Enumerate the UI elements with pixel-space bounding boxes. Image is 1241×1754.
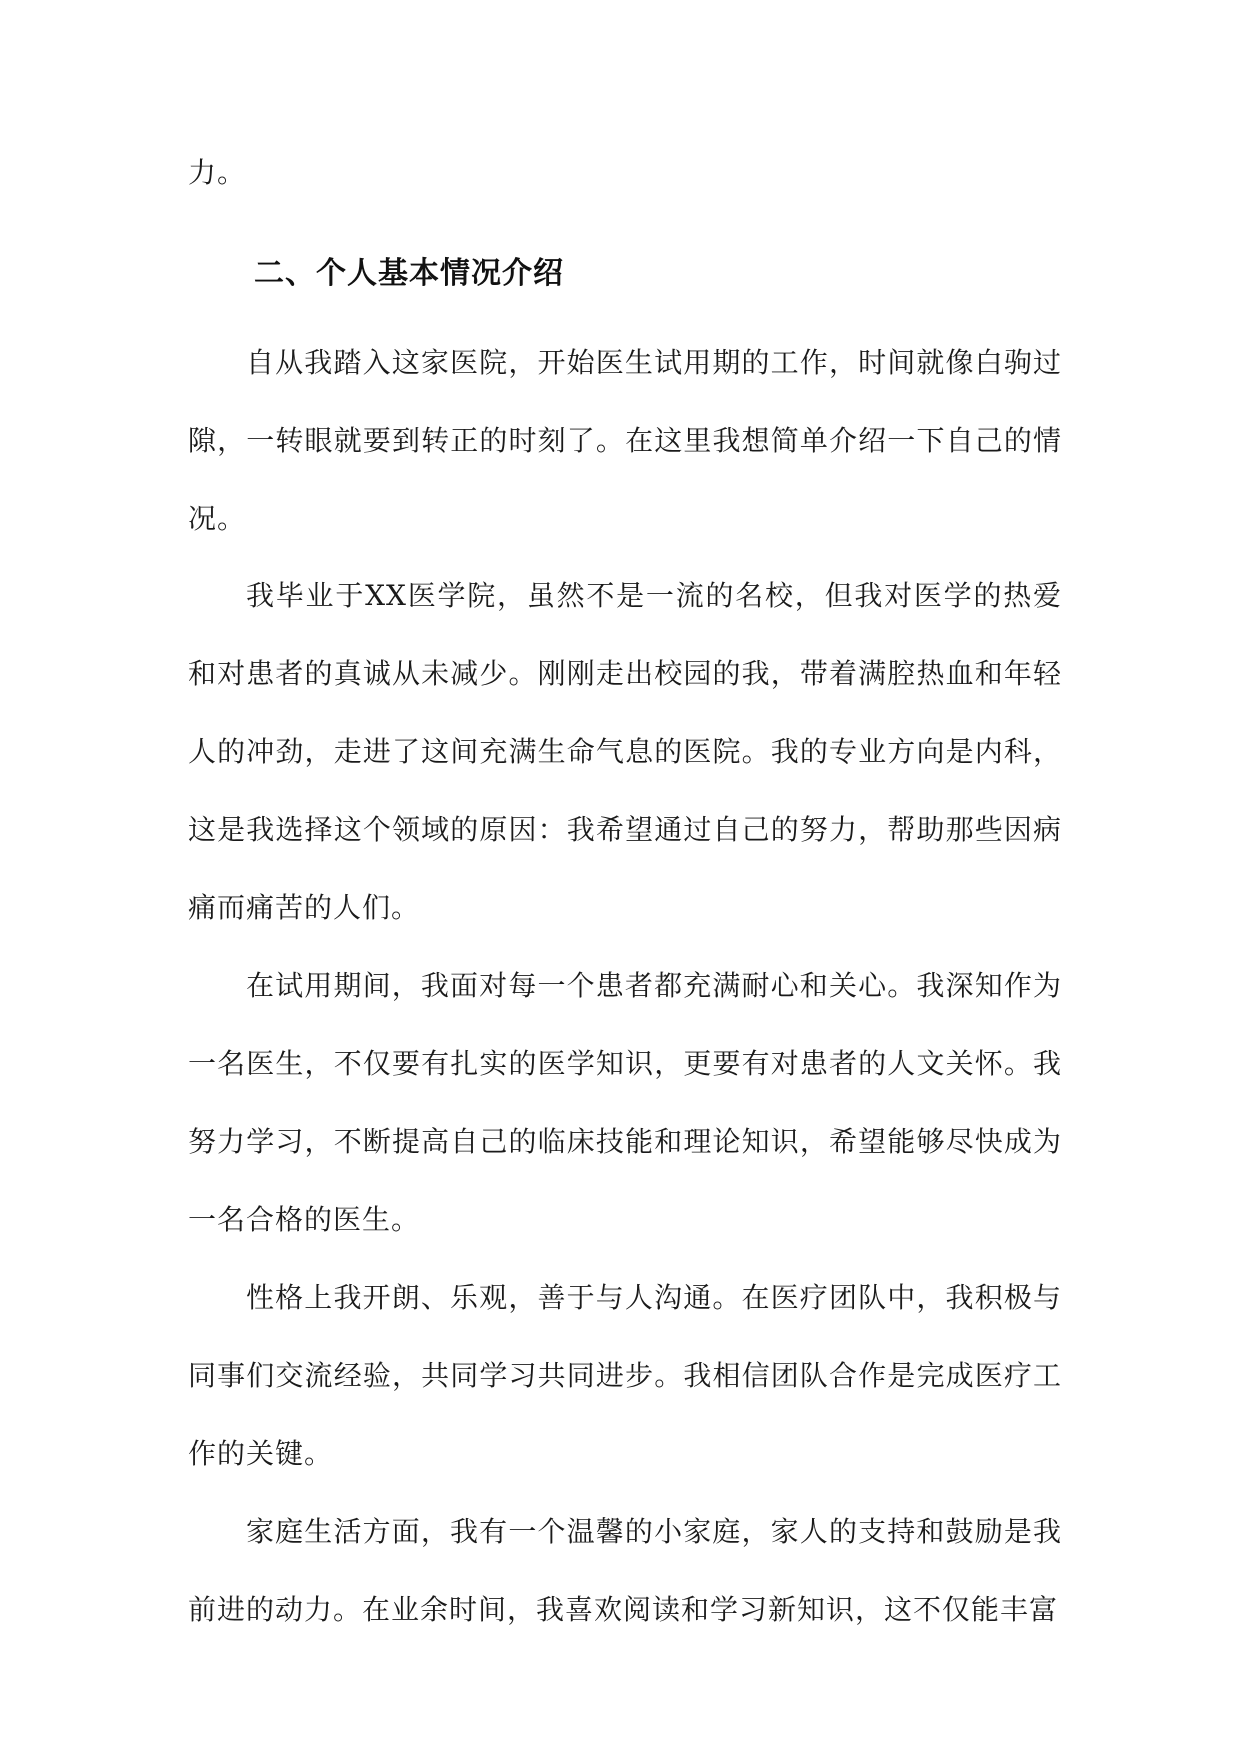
body-paragraph-1: 自从我踏入这家医院，开始医生试用期的工作，时间就像白驹过隙，一转眼就要到转正的时刻了。在这里我想简单介绍一下自己的情况。 [188, 346, 1062, 535]
body-paragraph-4: 性格上我开朗、乐观，善于与人沟通。在医疗团队中，我积极与同事们交流经验，共同学习共同进步。我相信团队合作是完成医疗工作的关键。 [188, 1281, 1062, 1470]
continued-text-fragment: 力。 [188, 156, 247, 189]
body-paragraph-3: 在试用期间，我面对每一个患者都充满耐心和关心。我深知作为一名医生，不仅要有扎实的医学知识，更要有对患者的人文关怀。我努力学习，不断提高自己的临床技能和理论知识，希望能够尽快成为一名合格的医生。 [188, 969, 1062, 1236]
body-paragraph-2: 我毕业于XX医学院，虽然不是一流的名校，但我对医学的热爱和对患者的真诚从未减少。刚刚走出校园的我，带着满腔热血和年轻人的冲劲，走进了这间充满生命气息的医院。我的专业方向是内科，这是我选择这个领域的原因：我希望通过自己的努力，帮助那些因病痛而痛苦的人们。 [188, 579, 1062, 924]
section-heading: 二、个人基本情况介绍 [254, 256, 564, 291]
body-paragraph-5: 家庭生活方面，我有一个温馨的小家庭，家人的支持和鼓励是我前进的动力。在业余时间，我喜欢阅读和学习新知识，这不仅能丰富 [188, 1515, 1062, 1626]
